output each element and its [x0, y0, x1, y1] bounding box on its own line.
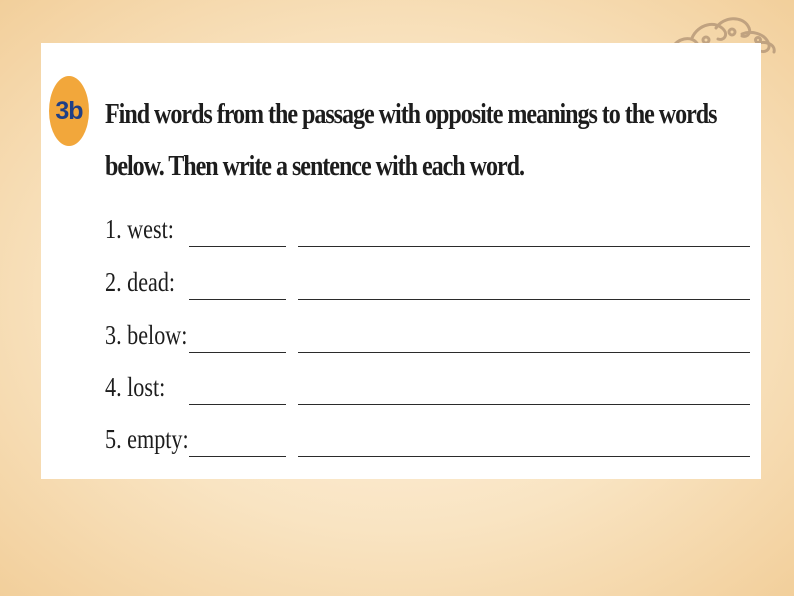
- item-label: 3. below:: [105, 320, 188, 350]
- answer-word-blank[interactable]: [189, 352, 286, 353]
- answer-sentence-blank[interactable]: [298, 299, 750, 300]
- answer-sentence-blank[interactable]: [298, 246, 750, 247]
- list-item: [105, 313, 755, 353]
- list-item: [105, 260, 755, 300]
- item-label: 2. dead:: [105, 267, 176, 297]
- answer-word-blank[interactable]: [189, 456, 286, 457]
- instruction-line-2: below. Then write a sentence with each word.: [105, 151, 524, 182]
- list-item: [105, 207, 755, 247]
- exercise-card: [41, 43, 761, 479]
- exercise-badge: 3b: [49, 76, 89, 146]
- answer-sentence-blank[interactable]: [298, 352, 750, 353]
- list-item: [105, 365, 755, 405]
- instruction-line-1: Find words from the passage with opposite meanings to the words: [105, 99, 717, 130]
- item-label: 1. west:: [105, 214, 174, 244]
- answer-word-blank[interactable]: [189, 246, 286, 247]
- list-item: [105, 417, 755, 457]
- answer-sentence-blank[interactable]: [298, 404, 750, 405]
- answer-word-blank[interactable]: [189, 299, 286, 300]
- item-label: 5. empty:: [105, 424, 189, 454]
- item-label: 4. lost:: [105, 372, 166, 402]
- answer-word-blank[interactable]: [189, 404, 286, 405]
- answer-sentence-blank[interactable]: [298, 456, 750, 457]
- exercise-instruction: [105, 89, 717, 193]
